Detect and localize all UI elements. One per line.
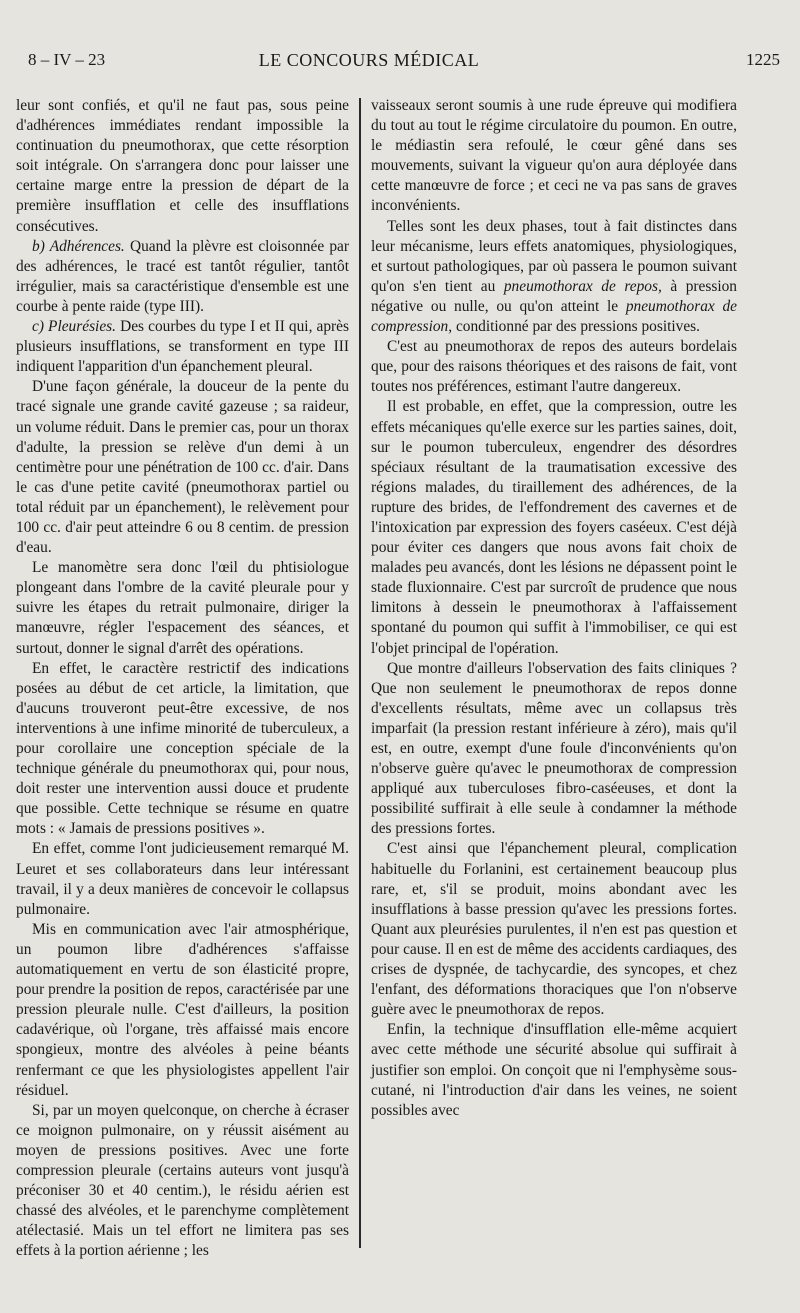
paragraph: C'est ainsi que l'épanchement pleural, complication habituelle du Forlanini, est certainement beaucoup plus rare, et, s'il se produit, moins abondant avec les insufflations à basse pression qu'avec les pressions fortes. Quant aux pleurésies purulentes, il n'en est pas question et pour cause. Il en est de même des accidents cardiaques, des crises de dyspnée, de tachycardie, des syncopes, et chez l'enfant, des déformations thoraciques que l'on n'observe guère avec le pneumothorax de repos. — [371, 840, 737, 1019]
page-number: 1225 — [746, 50, 780, 69]
paragraph: Que montre d'ailleurs l'observation des faits cliniques ? Que non seulement le pneumothorax de repos donne d'excellents résultats, même avec un collapsus très imparfait (la pression restant inférieure à zéro), mais qu'il est, en outre, exempt d'une foule d'inconvénients qu'on n'observe guère qu'avec le pneumothorax de compression appliqué aux tuberculoses fibro-caséeuses, et dont la possibilité suffirait à elle seule à condamner la méthode des pressions fortes. — [371, 659, 737, 838]
paragraph: Le manomètre sera donc l'œil du phtisiologue plongeant dans l'ombre de la cavité pleurale pour y suivre les étapes du retrait pulmonaire, diriger la manœuvre, régler l'espacement des séances, et surtout, donner le signal d'arrêt des opérations. — [16, 559, 349, 657]
left-column — [16, 96, 349, 1261]
journal-title: LE CONCOURS MÉDICAL — [258, 50, 480, 70]
paragraph: b) Adhérences. Quand la plèvre est cloisonnée par des adhérences, le tracé est tantôt régulier, tantôt irrégulier, mais sa caractéristique d'ensemble est une courbe à pente raide (type III). — [16, 237, 349, 315]
paragraph: Mis en communication avec l'air atmosphérique, un poumon libre d'adhérences s'affaisse automatiquement en vertu de son élasticité propre, pour prendre la position de repos, caractérisée par une pression pleurale nulle. C'est d'ailleurs, la position cadavérique, où l'organe, très affaissé mais encore spongieux, montre des alvéoles à peine béants renfermant ce que les physiologistes appellent l'air résiduel. — [16, 920, 349, 1099]
paragraph: vaisseaux seront soumis à une rude épreuve qui modifiera du tout au tout le régime circulatoire du poumon. En outre, le médiastin sera refoulé, le cœur gêné dans ses mouvements, suivant la vigueur qu'on aura déployée dans cette manœuvre de force ; et ceci ne va pas sans de graves inconvénients. — [371, 97, 737, 215]
paragraph: En effet, comme l'ont judicieusement remarqué M. Leuret et ses collaborateurs dans leur intéressant travail, il y a deux manières de concevoir le collapsus pulmonaire. — [16, 840, 349, 918]
issue-date: 8 – IV – 23 — [28, 50, 106, 69]
column-divider — [359, 98, 361, 1248]
paragraph: Il est probable, en effet, que la compression, outre les effets mécaniques qu'elle exerce sur les parties saines, doit, sur le poumon tuberculeux, engendrer des désordres spéciaux résultant de la traumatisation excessive des régions malades, du tiraillement des adhérences, de la rupture des brides, de l'effondrement des cavernes et de l'intoxication par expression des foyers caséeux. C'est déjà pour éviter ces dangers que nous avons fait choix de malades peu avancés, dont les lésions ne dépassent point le stade fluxionnaire. C'est par surcroît de prudence que nous limitons à dessein le pneumothorax à l'affaissement spontané du poumon qui suffit à l'immobiliser, ce qui est l'objet principal de l'opération. — [371, 398, 737, 657]
paragraph: C'est au pneumothorax de repos des auteurs bordelais que, pour des raisons théoriques et des raisons de fait, vont toutes nos préférences, estimant l'autre dangereux. — [371, 338, 737, 396]
paragraph: c) Pleurésies. Des courbes du type I et II qui, après plusieurs insufflations, se transforment en type III indiquent l'apparition d'un épanchement pleural. — [16, 318, 349, 376]
paragraph: En effet, le caractère restrictif des indications posées au début de cet article, la limitation, que d'aucuns trouveront peut-être excessive, de nos interventions à une infime minorité de tuberculeux, a pour corollaire une conception spéciale de la technique générale du pneumothorax qui, pour nous, doit rester une intervention aussi douce et prudente que possible. Cette technique se résume en quatre mots : « Jamais de pressions positives ». — [16, 659, 349, 838]
paragraph: Si, par un moyen quelconque, on cherche à écraser ce moignon pulmonaire, on y réussit aisément au moyen de pressions positives. Avec une forte compression pleurale (certains auteurs vont jusqu'à préconiser 30 et 40 centim.), le résidu aérien est chassé des alvéoles, et le parenchyme complètement atélectasié. Mais un tel effort ne limitera pas ses effets à la portion aérienne ; les — [16, 1101, 349, 1260]
paragraph: D'une façon générale, la douceur de la pente du tracé signale une grande cavité gazeuse ; sa raideur, un volume réduit. Dans le premier cas, pour un thorax d'adulte, la pression se relève d'un demi à un centimètre pour une pénétration de 100 cc. d'air. Dans le cas d'une petite cavité (pneumothorax partiel ou total réduit par un épanchement), le relèvement pour 100 cc. d'air peut atteindre 6 ou 8 centim. de pression d'eau. — [16, 378, 349, 557]
section-label: b) Adhérences. — [32, 237, 125, 255]
paragraph: Enfin, la technique d'insufflation elle-même acquiert avec cette méthode une sécurité absolue qui suffirait à justifier son emploi. On conçoit que ni l'emphysème sous-cutané, ni l'introduction d'air dans les veines, ne soient possibles avec — [371, 1021, 737, 1119]
right-column — [371, 96, 737, 1121]
paragraph: leur sont confiés, et qu'il ne faut pas, sous peine d'adhérences immédiates rendant impossible la continuation du pneumothorax, que cette résorption soit intégrale. On s'arrangera donc pour laisser une certaine marge entre la pression de départ de la première insufflation et celle des insufflations consécutives. — [16, 97, 349, 235]
section-label: c) Pleurésies. — [32, 318, 117, 336]
page-header — [28, 50, 780, 76]
paragraph: Telles sont les deux phases, tout à fait distinctes dans leur mécanisme, leurs effets anatomiques, physiologiques, et surtout pathologiques, par où passera le poumon suivant qu'on s'en tient au pneumothorax de repos, à pression négative ou nulle, ou qu'on atteint le pneumothorax de compression, conditionné par des pressions positives. — [371, 217, 737, 336]
